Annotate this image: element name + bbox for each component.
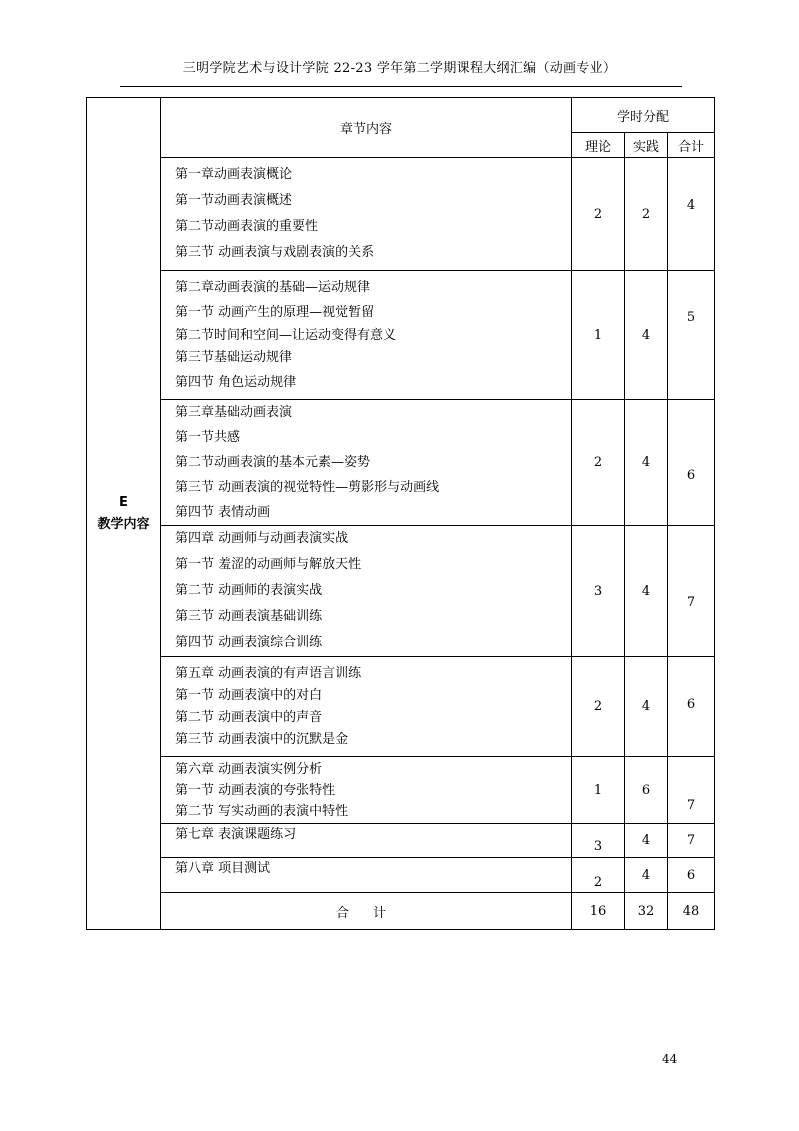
theory-hours: 2 <box>572 858 625 893</box>
section-letter: E <box>119 494 128 510</box>
chapter-line: 第一节 动画表演的夸张特性 <box>175 782 336 798</box>
practice-hours: 4 <box>625 824 668 858</box>
chapter-line: 第一节 动画表演中的对白 <box>175 687 323 703</box>
table-row <box>87 657 715 757</box>
total-hours: 6 <box>668 400 715 526</box>
syllabus-table <box>86 97 715 930</box>
header-total: 合计 <box>668 133 715 158</box>
total-hours: 6 <box>668 858 715 893</box>
chapter-line: 第六章 动画表演实例分析 <box>175 761 323 777</box>
total-hours: 4 <box>668 158 715 271</box>
chapter-line: 第一节共感 <box>175 430 241 445</box>
chapter-line: 第三节 动画表演中的沉默是金 <box>175 731 349 747</box>
page-number: 44 <box>662 1052 678 1066</box>
chapter-line: 第二节动画表演的基本元素—姿势 <box>175 455 371 470</box>
practice-hours: 4 <box>625 400 668 526</box>
table-row <box>87 158 715 271</box>
table-row <box>87 400 715 526</box>
chapter-line: 第二节动画表演的重要性 <box>175 219 319 234</box>
chapter-content <box>161 757 572 824</box>
chapter-line: 第二节时间和空间—让运动变得有意义 <box>175 327 397 343</box>
chapter-content <box>161 271 572 400</box>
chapter-line: 第八章 项目测试 <box>175 861 271 876</box>
chapter-line: 第一节 动画产生的原理—视觉暂留 <box>175 304 375 320</box>
chapter-line: 第二节 动画表演中的声音 <box>175 709 323 725</box>
chapter-content <box>161 657 572 757</box>
chapter-line: 第一节 羞涩的动画师与解放天性 <box>175 557 362 572</box>
total-hours: 5 <box>668 271 715 400</box>
chapter-line: 第五章 动画表演的有声语言训练 <box>175 665 362 681</box>
table-row <box>87 824 715 858</box>
section-label-cell <box>87 98 161 930</box>
chapter-content <box>161 858 572 893</box>
chapter-line: 第七章 表演课题练习 <box>175 827 297 842</box>
total-hours: 6 <box>668 657 715 757</box>
table-row <box>87 757 715 824</box>
theory-hours: 2 <box>572 400 625 526</box>
theory-hours: 3 <box>572 526 625 657</box>
total-label: 合 计 <box>161 893 572 930</box>
chapter-content <box>161 824 572 858</box>
practice-hours: 4 <box>625 858 668 893</box>
practice-hours: 4 <box>625 657 668 757</box>
chapter-line: 第三节基础运动规律 <box>175 349 293 365</box>
chapter-line: 第三节 动画表演基础训练 <box>175 609 323 624</box>
grand-total-hours: 48 <box>668 893 715 930</box>
theory-hours: 1 <box>572 271 625 400</box>
chapter-line: 第三章基础动画表演 <box>175 405 293 420</box>
theory-hours-total: 16 <box>572 893 625 930</box>
chapter-line: 第三节 动画表演的视觉特性—剪影形与动画线 <box>175 480 440 495</box>
header-theory: 理论 <box>572 133 625 158</box>
header-practice: 实践 <box>625 133 668 158</box>
header-hours-group: 学时分配 <box>572 98 715 133</box>
theory-hours: 2 <box>572 657 625 757</box>
chapter-line: 第三节 动画表演与戏剧表演的关系 <box>175 245 375 260</box>
header-content: 章节内容 <box>161 98 572 158</box>
chapter-line: 第四章 动画师与动画表演实战 <box>175 531 349 546</box>
chapter-line: 第二节 动画师的表演实战 <box>175 583 323 598</box>
total-row <box>87 893 715 930</box>
section-name: 教学内容 <box>97 516 150 532</box>
practice-hours: 4 <box>625 526 668 657</box>
practice-hours: 6 <box>625 757 668 824</box>
total-hours: 7 <box>668 526 715 657</box>
header-divider <box>120 86 682 87</box>
chapter-line: 第二章动画表演的基础—运动规律 <box>175 279 371 295</box>
practice-hours: 2 <box>625 158 668 271</box>
total-hours: 7 <box>668 757 715 824</box>
chapter-content <box>161 400 572 526</box>
page-header-title: 三明学院艺术与设计学院 22-23 学年第二学期课程大纲汇编（动画专业） <box>182 61 617 76</box>
chapter-line: 第一节动画表演概述 <box>175 193 293 208</box>
chapter-content <box>161 158 572 271</box>
total-hours: 7 <box>668 824 715 858</box>
table-row <box>87 858 715 893</box>
chapter-content <box>161 526 572 657</box>
chapter-line: 第四节 动画表演综合训练 <box>175 635 323 650</box>
theory-hours: 2 <box>572 158 625 271</box>
theory-hours: 3 <box>572 824 625 858</box>
theory-hours: 1 <box>572 757 625 824</box>
chapter-line: 第四节 角色运动规律 <box>175 374 297 390</box>
table-row <box>87 526 715 657</box>
table-row <box>87 271 715 400</box>
chapter-line: 第四节 表情动画 <box>175 505 271 520</box>
practice-hours: 4 <box>625 271 668 400</box>
chapter-line: 第一章动画表演概论 <box>175 167 293 182</box>
chapter-line: 第二节 写实动画的表演中特性 <box>175 803 349 819</box>
practice-hours-total: 32 <box>625 893 668 930</box>
